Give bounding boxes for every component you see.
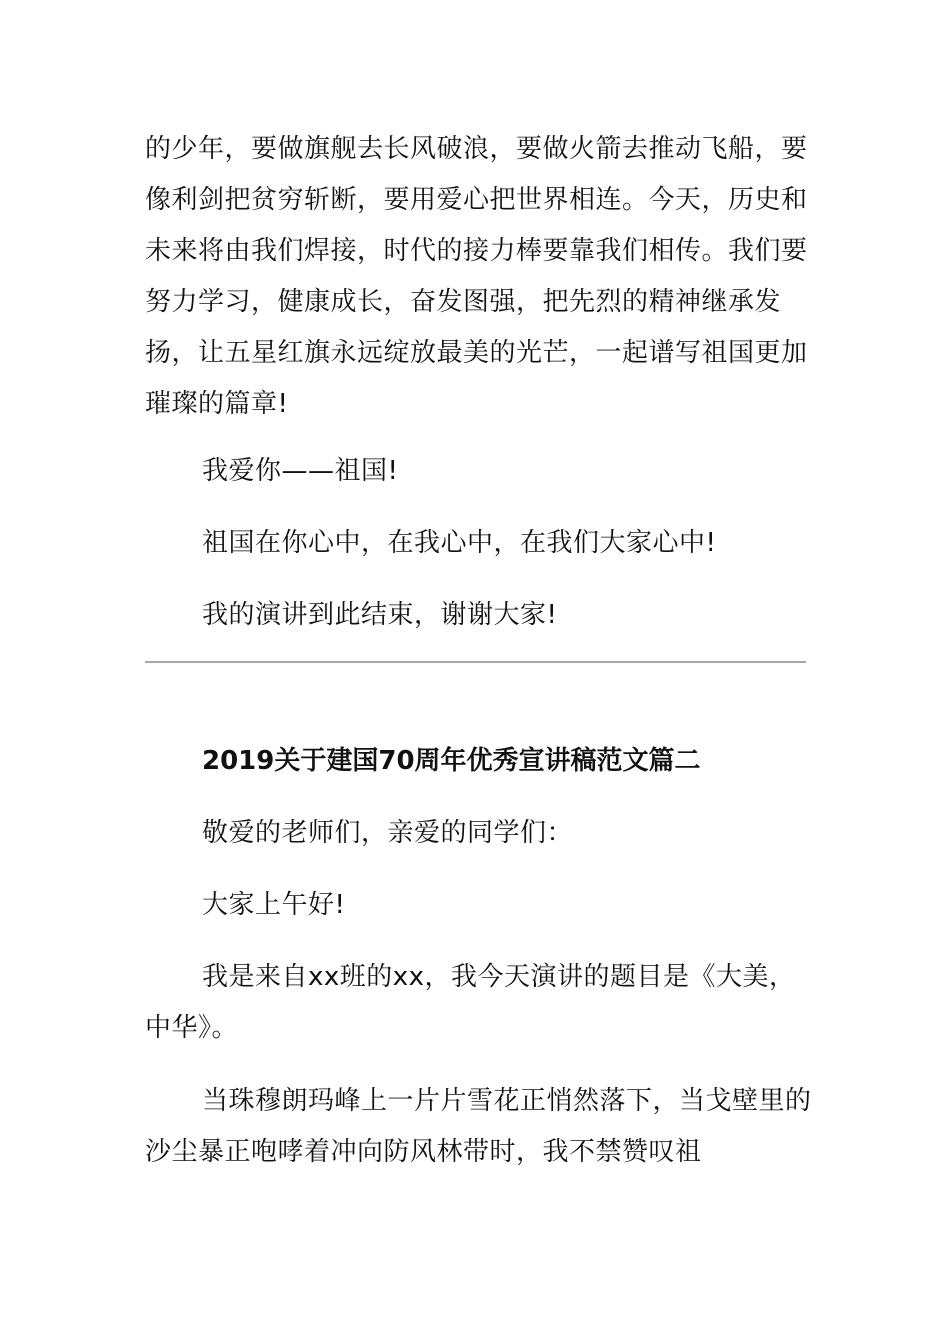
section-divider (145, 661, 806, 663)
love-motherland-line: 我爱你——祖国! (202, 456, 399, 486)
speech-closing-paragraph: 的少年，要做旗舰去长风破浪，要做火箭去推动飞船，要像利剑把贫穷斩断，要用爱心把世界相连。今天，历史和未来将由我们焊接，时代的接力棒要靠我们相传。我们要努力学习，健康成长，奋发图强，把先烈的精神继承发扬，让五星红旗永远绽放最美的光芒，一起谱写祖国更加璀璨的篇章! (145, 134, 808, 419)
motherland-in-heart-line: 祖国在你心中，在我心中，在我们大家心中! (202, 528, 717, 558)
good-morning-line: 大家上午好! (202, 890, 346, 920)
self-introduction-paragraph: 我是来自xx班的xx，我今天演讲的题目是《大美，中华》。 (145, 962, 796, 1043)
section-title: 2019关于建国70周年优秀宣讲稿范文篇二 (202, 746, 701, 776)
speech-end-line: 我的演讲到此结束，谢谢大家! (202, 600, 558, 630)
greeting-line: 敬爱的老师们，亲爱的同学们： (202, 818, 574, 848)
body-paragraph: 当珠穆朗玛峰上一片片雪花正悄然落下，当戈壁里的沙尘暴正咆哮着冲向防风林带时，我不禁赞叹祖 (145, 1086, 812, 1167)
